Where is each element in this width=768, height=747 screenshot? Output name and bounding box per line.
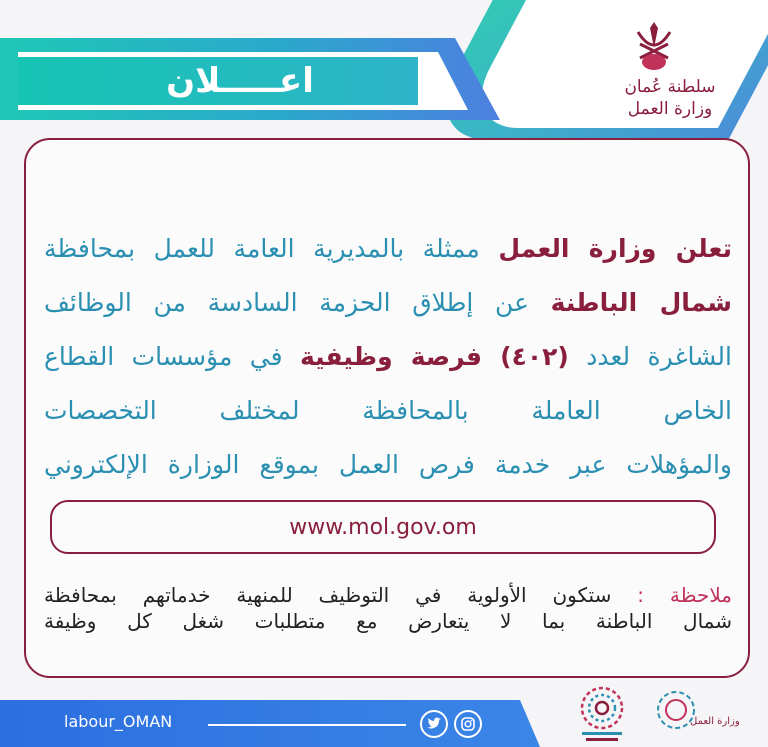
- note-line-2: شمال الباطنة بما لا يتعارض مع متطلبات شغل كل وظيفة: [44, 609, 732, 633]
- twitter-icon[interactable]: [420, 710, 448, 738]
- body-line-4: الخاص العاملة بالمحافظة لمختلف التخصصات: [44, 396, 732, 425]
- vision-logo-icon: [650, 684, 710, 744]
- body-highlight-jobs: (٤٠٢) فرصة وظيفية: [299, 342, 569, 371]
- note-text-segment: ستكون الأولوية في التوظيف للمنهية خدماتهم بمحافظة: [44, 583, 638, 607]
- note-line-1: [44, 582, 732, 608]
- note-label: ملاحظة :: [637, 583, 732, 607]
- body-text-segment: ممثلة بالمديرية العامة للعمل بمحافظة: [44, 234, 499, 263]
- footer-divider: [208, 724, 406, 726]
- body-highlight-ministry: تعلن وزارة العمل: [498, 234, 732, 263]
- ministry-logo-text: [600, 76, 740, 120]
- partner-caption: وزارة العمل: [690, 716, 740, 727]
- body-text-segment: الشاغرة لعدد: [568, 342, 732, 371]
- website-link[interactable]: www.mol.gov.om: [50, 500, 716, 554]
- oman-emblem-icon: [632, 18, 676, 76]
- body-text-segment: عن إطلاق الحزمة السادسة من الوظائف: [44, 288, 551, 317]
- logo-line-1: سلطنة عُمان: [624, 77, 716, 97]
- note-section: [44, 582, 732, 634]
- body-highlight-region: شمال الباطنة: [550, 288, 732, 317]
- body-line-2: [44, 276, 732, 330]
- social-handle[interactable]: labour_OMAN: [64, 712, 173, 731]
- logo-line-2: وزارة العمل: [627, 99, 713, 119]
- partner-logo-icon: [572, 680, 632, 744]
- instagram-icon[interactable]: [454, 710, 482, 738]
- body-text-segment: في مؤسسات القطاع: [44, 342, 300, 371]
- body-line-3: [44, 330, 732, 384]
- announcement-body: [44, 222, 732, 492]
- page-title: اعـــــلان: [166, 61, 314, 101]
- body-line-1: [44, 222, 732, 276]
- body-line-5: والمؤهلات عبر خدمة فرص العمل بموقع الوزارة الإلكتروني: [44, 450, 732, 479]
